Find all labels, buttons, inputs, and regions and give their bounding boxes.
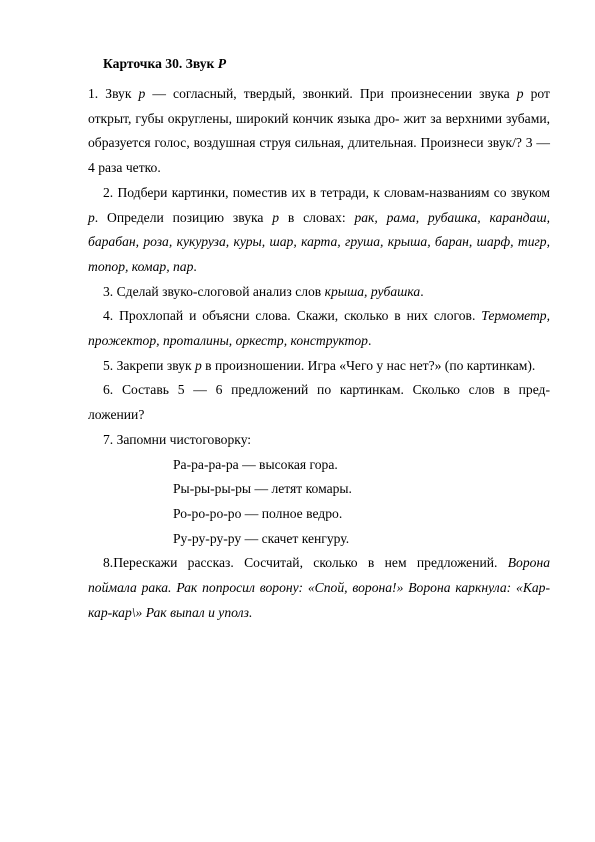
task-6-text: 6. Составь 5 — 6 предложений по картинкам. Сколько слов в пред- ложении? <box>88 382 550 423</box>
task-5-text-c: в произношении. Игра «Чего у нас нет?» (по картинкам). <box>201 357 536 373</box>
tongue-twister-line: Ру-ру-ру-ру — скачет кенгуру. <box>173 530 350 546</box>
task-1-text-a: 1. Звук <box>88 86 139 101</box>
card-content <box>88 82 550 625</box>
tongue-twister-line: Ры-ры-ры-ры — летят комары. <box>173 481 352 497</box>
task-3-text: 3. Сделай звуко-слоговой анализ слов <box>103 283 325 299</box>
task-1-text-e: рот открыт, губы округлены, широкий кончик языка дро- жит за верхними зубами, образуется голос, воздушная струя сильная, длительная. Произнеси звук/? 3 — 4 раза четко. <box>88 86 550 176</box>
task-2-sound: р <box>88 209 95 225</box>
task-4-words: Термометр, прожектор, проталины, оркестр, конструктор <box>88 308 550 349</box>
tongue-twister-line: Ро-ро-ро-ро — полное ведро. <box>173 505 343 521</box>
task-3-end: . <box>420 283 424 299</box>
card-title <box>103 54 226 74</box>
task-1-sound-2: р <box>516 86 524 101</box>
card-title-text: Карточка 30. Звук <box>103 56 218 71</box>
task-8-story: Ворона поймала рака. Рак попросил ворону: «Спой, ворона!» Ворона каркнула: «Кар-кар-кар\» Рак выпал и уполз. <box>88 555 550 620</box>
task-8 <box>88 551 550 625</box>
task-4-text: 4. Прохлопай и объясни слова. Скажи, сколько в них слогов. <box>103 308 482 324</box>
tongue-twister <box>88 453 550 552</box>
task-2-text-c: . Определи позицию звука <box>94 209 273 225</box>
task-4-end: . <box>367 333 372 349</box>
task-7 <box>88 428 550 453</box>
card-title-letter: Р <box>217 56 227 71</box>
task-2-text-e: в словах: <box>279 209 355 225</box>
task-2-sound-2: р <box>272 209 280 225</box>
task-1-sound: р <box>138 86 146 101</box>
task-5 <box>88 354 550 379</box>
tongue-twister-line: Ра-ра-ра-ра — высокая гора. <box>173 456 338 472</box>
task-4 <box>88 304 550 353</box>
task-1-text-c: — согласный, твердый, звонкий. При произнесении звука <box>145 86 517 101</box>
task-8-text: 8.Перескажи рассказ. Сосчитай, сколько в нем предложений. <box>103 555 508 571</box>
task-1 <box>88 82 550 181</box>
task-2-word-list: рак, рама, рубашка, карандаш, барабан, роза, кукуруза, куры, шар, карта, груша, крыша, баран, шарф, тигр, топор, комар, пар <box>88 209 551 274</box>
task-2-end: . <box>193 258 197 274</box>
task-6 <box>88 378 550 427</box>
task-3-words: крыша, рубашка <box>324 283 421 299</box>
task-7-text: 7. Запомни чистоговорку: <box>103 431 252 447</box>
task-5-text-a: 5. Закрепи звук <box>103 357 195 373</box>
task-2-text-a: 2. Подбери картинки, поместив их в тетради, к словам-названиям со звуком <box>103 184 550 200</box>
task-3 <box>88 280 550 305</box>
task-2 <box>88 181 550 280</box>
task-5-sound: р <box>194 357 202 373</box>
